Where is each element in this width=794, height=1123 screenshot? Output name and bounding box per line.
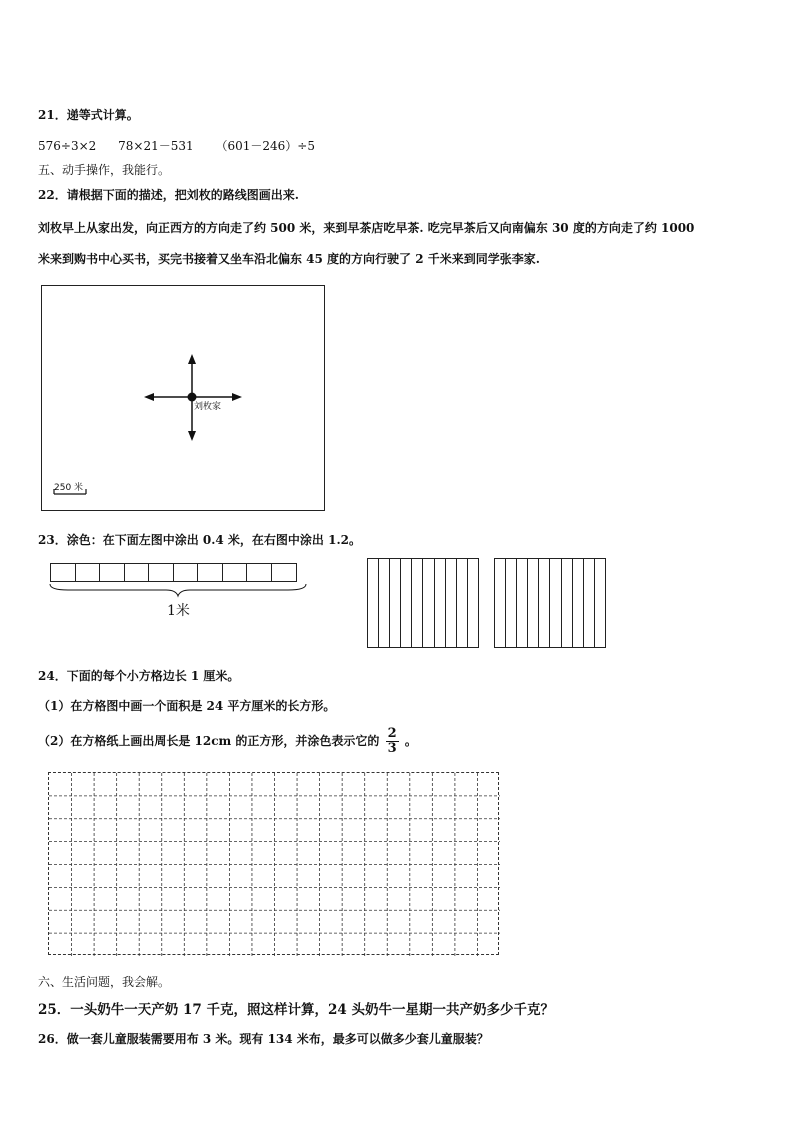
grid-lines [49, 773, 500, 956]
strip-cell[interactable] [247, 564, 272, 581]
q24-title: 24．下面的每个小方格边长 1 厘米。 [38, 669, 240, 683]
north-arrow-icon [188, 354, 196, 364]
strip-cell[interactable] [76, 564, 101, 581]
south-arrow-icon [188, 431, 196, 441]
compass-drawing [42, 286, 326, 512]
west-arrow-icon [144, 393, 154, 401]
q21-expr-3: （601－246）÷5 [215, 139, 315, 153]
strip-cell[interactable] [51, 564, 76, 581]
q26: 26．做一套儿童服装需要用布 3 米。现有 134 米布，最多可以做多少套儿童服装？ [38, 1032, 489, 1046]
east-arrow-icon [232, 393, 242, 401]
fraction-denominator: 3 [387, 741, 397, 756]
meter-strip[interactable] [50, 563, 297, 582]
left-rectangle[interactable] [367, 558, 479, 648]
fraction [386, 727, 399, 756]
q21-expressions [38, 137, 333, 154]
q22-title: 22．请根据下面的描述，把刘枚的路线图画出来. [38, 188, 299, 202]
q23-title: 23．涂色：在下面左图中涂出 0.4 米，在右图中涂出 1.2。 [38, 533, 361, 547]
q24-part-1: （1）在方格图中画一个面积是 24 平方厘米的长方形。 [38, 699, 336, 713]
q21-title: 21．递等式计算。 [38, 108, 139, 122]
route-map[interactable] [41, 285, 325, 511]
q24-part-2-end: 。 [404, 734, 417, 748]
home-label: 刘枚家 [194, 402, 222, 412]
q25: 25．一头奶牛一天产奶 17 千克，照这样计算，24 头奶牛一星期一共产奶多少千克？ [38, 1002, 554, 1018]
q22-description-line-1: 刘枚早上从家出发，向正西方的方向走了约 500 米，来到早茶店吃早茶. 吃完早茶后又向南偏东 30 度的方向走了约 1000 [38, 221, 695, 235]
scale-label: 250 米 [54, 483, 84, 493]
q21-expr-2: 78×21－531 [118, 139, 194, 153]
strip-cell[interactable] [100, 564, 125, 581]
strip-cell[interactable] [149, 564, 174, 581]
strip-cell[interactable] [272, 564, 297, 581]
q24-part-2 [38, 727, 417, 756]
brace-icon [48, 582, 308, 598]
strip-label: 1米 [167, 603, 190, 619]
strip-cell[interactable] [198, 564, 223, 581]
fraction-numerator: 2 [387, 726, 397, 741]
strip-cell[interactable] [125, 564, 150, 581]
strip-cell[interactable] [174, 564, 199, 581]
q24-part-2-text: （2）在方格纸上画出周长是 12cm 的正方形，并涂色表示它的 [38, 734, 380, 748]
strip-cell[interactable] [223, 564, 248, 581]
section-6-heading: 六、生活问题，我会解。 [38, 975, 171, 989]
square-grid[interactable] [48, 772, 499, 955]
right-rectangle[interactable] [494, 558, 606, 648]
q21-expr-1: 576÷3×2 [38, 139, 97, 153]
section-5-heading: 五、动手操作，我能行。 [38, 163, 171, 177]
q22-description-line-2: 米来到购书中心买书，买完书接着又坐车沿北偏东 45 度的方向行驶了 2 千米来到同学张李家. [38, 252, 540, 266]
